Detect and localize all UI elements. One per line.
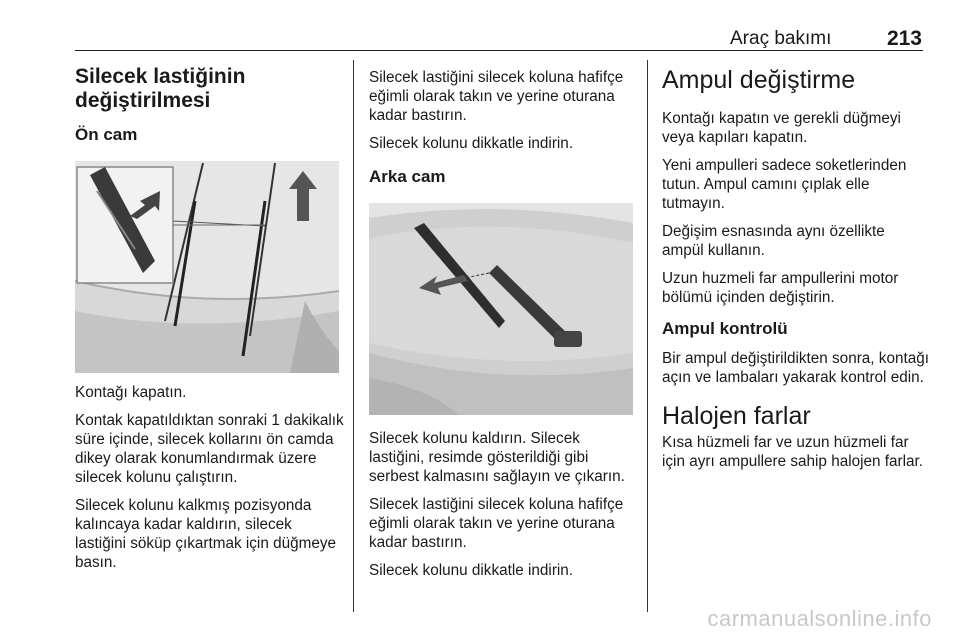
column-3 [662, 65, 930, 480]
paragraph: Silecek lastiğini silecek koluna hafifçe eğimli olarak takın ve yerine oturana kadar bastırın. [369, 69, 624, 124]
paragraph: Kontağı kapatın. [75, 384, 187, 401]
paragraph: Kontağı kapatın ve gerekli düğmeyi veya kapıları kapatın. [662, 110, 901, 146]
paragraph: Silecek kolunu kaldırın. Silecek lastiğini, resimde gösterildiği gibi serbest kalmasını sağlayın ve çıkarın. [369, 430, 625, 485]
page-number: 213 [886, 27, 922, 50]
header-rule [75, 50, 923, 51]
windscreen-wiper-figure [75, 161, 339, 373]
paragraph: Kısa hüzmeli far ve uzun hüzmeli far için ayrı ampullere sahip halojen farlar. [662, 434, 924, 470]
paragraph: Bir ampul değiştirildikten sonra, kontağı açın ve lambaları yakarak kontrol edin. [662, 350, 929, 386]
section-heading-bulbs: Ampul değiştirme [662, 66, 856, 94]
paragraph: Silecek kolunu dikkatle indirin. [369, 562, 574, 579]
column-divider-1 [353, 60, 354, 612]
paragraph: Kontak kapatıldıktan sonraki 1 dakikalık süre içinde, silecek kollarını ön camda dikey olarak konumlandırmak üzere silecek kolunu çalıştırın. [75, 412, 344, 486]
column-divider-2 [647, 60, 648, 612]
subheading-bulb-check: Ampul kontrolü [662, 319, 788, 338]
subheading-windscreen: Ön cam [75, 125, 138, 144]
paragraph: Silecek kolunu dikkatle indirin. [369, 135, 574, 152]
paragraph: Uzun huzmeli far ampullerini motor bölümü içinden değiştirin. [662, 270, 899, 306]
subheading-rear-window: Arka cam [369, 167, 446, 186]
rear-wiper-figure [369, 203, 633, 415]
section-heading-wiper: Silecek lastiğinin değiştirilmesi [75, 65, 246, 112]
paragraph: Silecek kolunu kalkmış pozisyonda kalıncaya kadar kaldırın, silecek lastiğini söküp çıkartmak için düğmeye basın. [75, 497, 337, 571]
column-2 [369, 68, 637, 589]
column-1 [75, 65, 345, 581]
paragraph: Değişim esnasında aynı özellikte ampül kullanın. [662, 223, 885, 259]
watermark: carmanualsonline.info [707, 606, 932, 631]
paragraph: Silecek lastiğini silecek koluna hafifçe eğimli olarak takın ve yerine oturana kadar bastırın. [369, 496, 624, 551]
paragraph: Yeni ampulleri sadece soketlerinden tutun. Ampul camını çıplak elle tutmayın. [662, 157, 907, 212]
section-title: Araç bakımı [730, 28, 832, 49]
section-heading-halogen: Halojen farlar [662, 402, 811, 430]
